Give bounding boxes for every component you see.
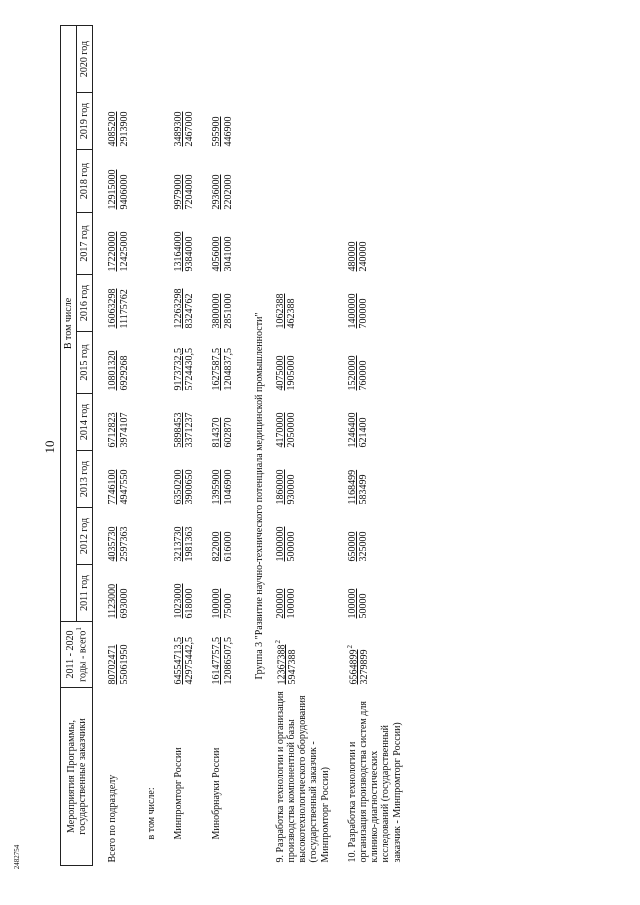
value-budget: 4947550 [118,469,130,505]
value-budget: 9384000 [184,236,196,272]
value-cell [273,150,333,213]
row-label: в том числе: [145,787,157,840]
value-budget: 2851000 [222,293,234,329]
value-total-year: 64554713,5 [172,637,184,685]
header-year: 2011 год [77,565,93,622]
value-budget: 9406000 [118,174,130,210]
header-year: 2018 год [77,150,93,213]
table-row [171,25,197,865]
value-budget: 5724430,5 [184,348,196,391]
value-total-year: 1400000 [346,293,358,329]
value-budget: 2913900 [118,111,130,147]
header-year: 2019 год [77,93,93,150]
value-total-year: 4075000 [274,355,286,391]
value-total-year: 1023000 [172,583,184,619]
value-cell [171,213,197,275]
value-cell [171,150,197,213]
value-budget: 8324762 [184,293,196,329]
value-total-year: 2936000 [211,174,223,210]
value-cell [345,213,405,275]
value-budget: 462388 [286,298,298,329]
value-total-year: 1246400 [346,412,358,448]
value-budget: 5947388 [287,649,299,685]
value-budget: 12425000 [118,231,130,272]
table-row [209,25,235,865]
value-cell [345,394,405,451]
header-year: 2015 год [77,332,93,394]
value-cell [273,508,333,565]
value-total-year: 16063298 [107,288,119,329]
value-budget: 240000 [358,241,369,272]
value-cell [345,25,405,92]
program-funding-table [60,25,417,866]
value-budget: 3900650 [184,469,196,505]
header-year: 2017 год [77,213,93,275]
value-total-year: 1000000 [274,526,286,562]
header-activity: Мероприятия Программы, государственные заказчики [61,688,93,866]
value-total-year: 1123000 [107,583,119,619]
value-budget: 325000 [358,531,369,562]
value-cell [171,25,197,92]
value-cell [105,150,131,213]
value-budget: 2202000 [222,174,234,210]
value-total-year: 100000 [346,588,358,619]
page-number: 10 [42,440,57,454]
value-budget: 500000 [286,531,298,562]
value-budget: 3974107 [118,412,130,448]
value-budget: 930000 [286,474,298,505]
value-budget: 42975442,5 [184,637,196,685]
value-cell [209,275,235,332]
value-total-year: 16147757,5 [211,637,223,685]
row-label: Минпромторг России [172,747,184,840]
value-cell [209,213,235,275]
value-total-year: 9173732,5 [172,348,184,391]
value-total-year: 4056000 [211,236,223,272]
value-total-year: 6712823 [107,412,119,448]
value-budget: 700000 [358,298,369,329]
value-total-year: 12263298 [172,288,184,329]
value-cell [273,394,333,451]
header-year: 2013 год [77,451,93,508]
header-year: 2012 год [77,508,93,565]
value-total-year: 3489300 [172,111,184,147]
group-row [248,25,273,865]
value-total-year: 4085200 [107,111,119,147]
value-cell [273,275,333,332]
header-year: 2020 год [77,25,93,92]
value-cell [345,451,405,508]
value-cell [209,565,235,622]
value-total-year: 6564899 [348,649,360,685]
value-cell [105,93,131,150]
value-budget: 621400 [358,417,369,448]
value-total-year: 3213730 [172,526,184,562]
value-cell [171,332,197,394]
value-total-year: 17220000 [107,231,119,272]
value-cell [105,622,131,688]
value-budget: 100000 [286,588,298,619]
value-budget: 55061950 [118,644,130,685]
value-cell [345,150,405,213]
table-row [345,25,405,865]
value-cell [345,93,405,150]
value-budget: 693000 [118,588,130,619]
header-including: В том числе [61,25,77,621]
document-id: 2482754 [13,844,21,870]
value-total-year: 595900 [211,116,223,147]
value-total-year: 4170000 [274,412,286,448]
value-cell [273,451,333,508]
value-total-year: 3800000 [211,293,223,329]
value-total-year: 10801320 [107,350,119,391]
value-total-year: 1520000 [346,355,358,391]
table-row [105,25,131,865]
value-total-year: 1168499 [346,469,358,505]
value-total-year: 9979000 [172,174,184,210]
value-cell [345,622,405,688]
value-cell [105,332,131,394]
value-budget: 50000 [358,593,369,619]
value-budget: 760000 [358,360,369,391]
value-cell [171,275,197,332]
value-cell [209,93,235,150]
value-cell [171,508,197,565]
value-budget: 602870 [222,417,234,448]
value-budget: 3041000 [222,236,234,272]
value-total-year: 80702471 [107,644,119,685]
value-total-year: 4035730 [107,526,119,562]
value-cell [273,565,333,622]
value-total-year: 650000 [346,531,358,562]
row-label: Всего по подразделу [107,774,119,863]
value-total-year: 1062388 [274,293,286,329]
footnote-mark: 2 [273,640,282,644]
value-total-year: 814370 [211,417,223,448]
value-budget: 1981363 [184,526,196,562]
value-cell [105,25,131,92]
header-total: 2011 - 2020 годы - всего$^1$ [61,622,93,688]
value-cell [345,565,405,622]
value-total-year: 1627587,5 [211,348,223,391]
value-budget: 446900 [222,116,234,147]
value-budget: 6929268 [118,355,130,391]
value-total-year: 6350200 [172,469,184,505]
value-total-year: 200000 [274,588,286,619]
value-cell [209,150,235,213]
value-budget: 12086507,5 [222,637,234,685]
row-label: 10. Разработка технологии и организация производства систем для клинико-диагностических исследований (государственный заказчик - Минпромторг России) [346,701,403,863]
value-cell [105,508,131,565]
value-total-year: 13164000 [172,231,184,272]
value-cell [105,213,131,275]
value-budget: 2050000 [286,412,298,448]
value-cell [171,565,197,622]
value-cell [345,332,405,394]
table-row [144,25,159,865]
value-total-year: 100000 [211,588,223,619]
value-budget: 2597363 [118,526,130,562]
footnote-mark: 2 [345,645,354,649]
group-title: Группа 3 "Развитие научно-технического потенциала медицинской промышленности" [253,312,265,680]
value-total-year: 5898453 [172,412,184,448]
value-cell [273,622,333,688]
value-cell [209,508,235,565]
value-total-year: 480000 [346,241,358,272]
value-cell [105,565,131,622]
value-cell [209,25,235,92]
value-budget: 1905000 [286,355,298,391]
value-cell [171,622,197,688]
value-total-year: 822000 [211,531,223,562]
value-cell [171,394,197,451]
value-total-year: 7746100 [107,469,119,505]
value-cell [209,394,235,451]
row-label: Минобрнауки России [211,747,223,840]
rotated-table-area [60,26,620,866]
value-budget: 1204837,5 [222,348,234,391]
value-cell [105,451,131,508]
value-budget: 1046900 [222,469,234,505]
value-budget: 3371237 [184,412,196,448]
value-budget: 11175762 [118,289,130,329]
row-label: 9. Разработка технологии и организация производства компонентной базы высокотехнологического оборудования (государственный заказчик - Минпромторг России) [274,691,331,863]
value-budget: 618000 [184,588,196,619]
value-cell [105,394,131,451]
value-total-year: 12367388 [276,644,288,685]
value-cell [273,332,333,394]
header-year: 2014 год [77,394,93,451]
value-cell [209,451,235,508]
value-total-year: 1395900 [211,469,223,505]
value-cell [345,508,405,565]
value-budget: 7204000 [184,174,196,210]
table-row [273,25,333,865]
value-total-year: 1860000 [274,469,286,505]
value-budget: 616000 [222,531,234,562]
value-cell [171,93,197,150]
value-cell [345,275,405,332]
value-cell [273,25,333,92]
value-cell [273,93,333,150]
value-budget: 2467000 [184,111,196,147]
header-year: 2016 год [77,275,93,332]
value-budget: 75000 [222,593,234,619]
value-cell [105,275,131,332]
value-budget: 583499 [358,474,369,505]
value-budget: 3279899 [359,649,371,685]
value-total-year: 12915000 [107,169,119,210]
value-cell [273,213,333,275]
value-cell [209,622,235,688]
value-cell [171,451,197,508]
value-cell [209,332,235,394]
